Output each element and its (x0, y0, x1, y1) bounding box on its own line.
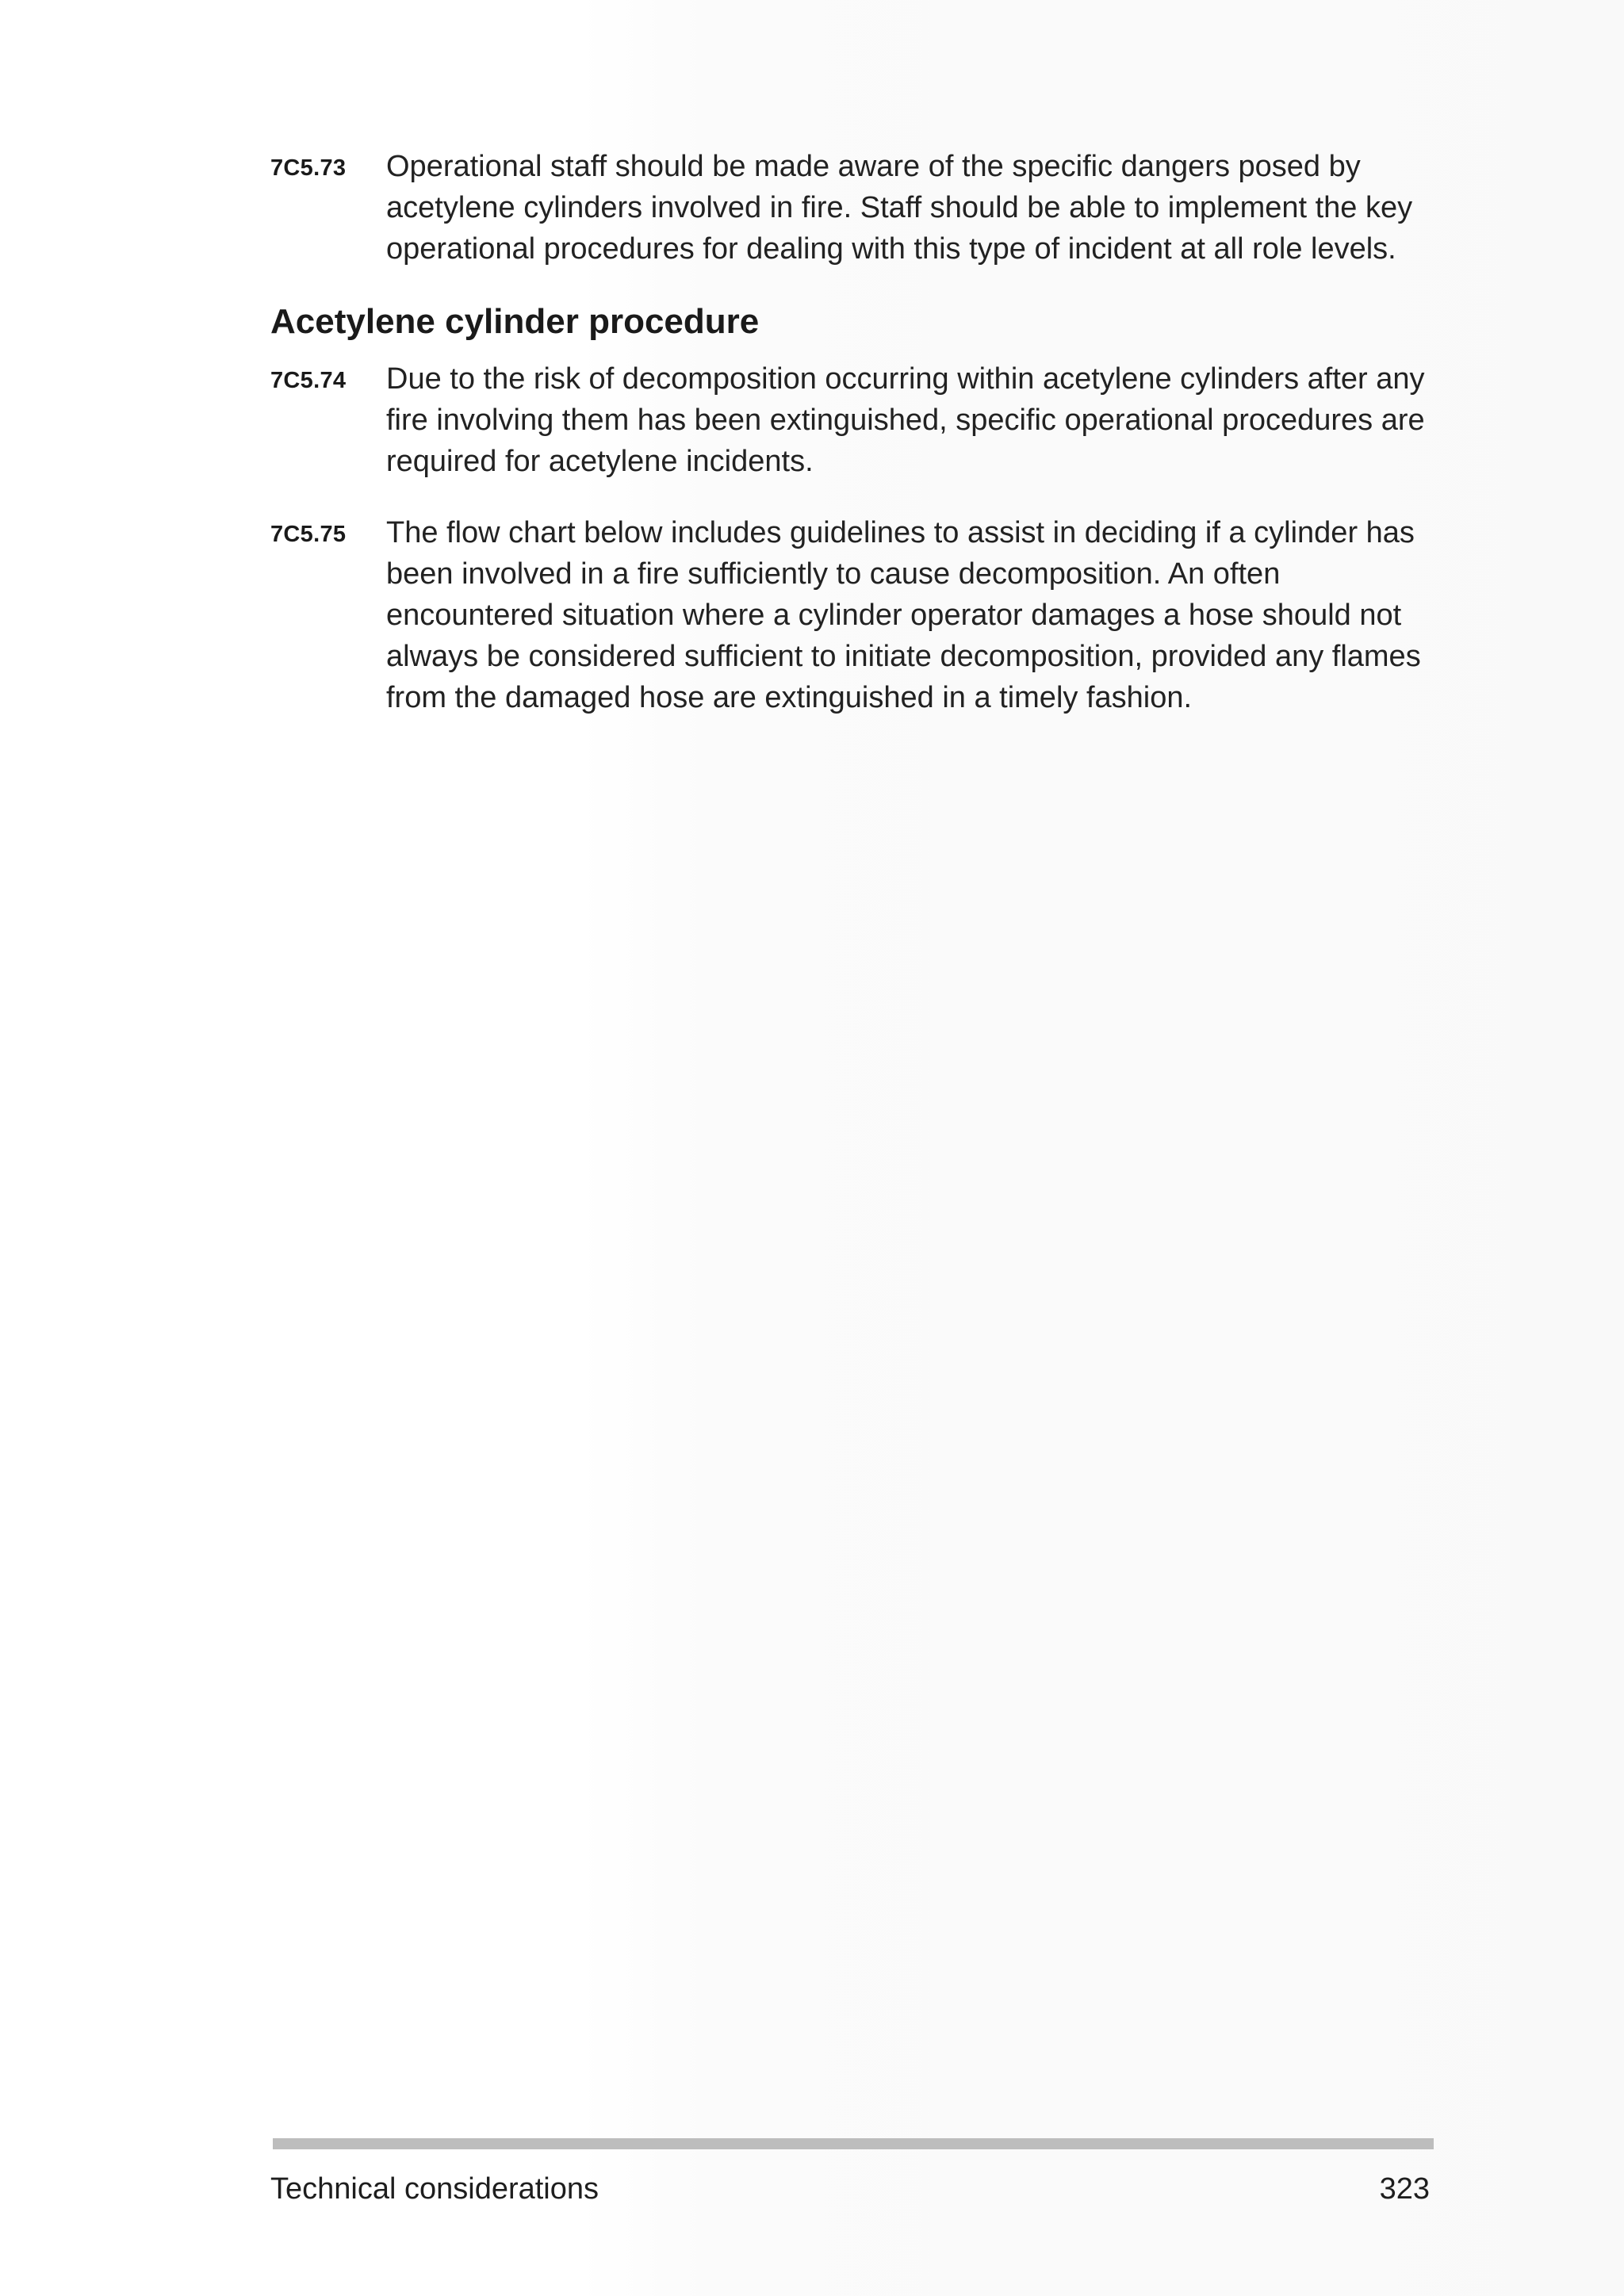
paragraph-7c5-74 (270, 358, 1436, 482)
paragraph-text: Operational staff should be made aware of the specific dangers posed by acetylene cylinders involved in fire. Staff should be able to implement the key operational procedures for dealing with this type of incident at all role levels. (386, 150, 1413, 266)
paragraph-text: Due to the risk of decomposition occurring within acetylene cylinders after any fire involving them has been extinguished, specific operational procedures are required for acetylene incidents. (386, 362, 1425, 478)
paragraph-number: 7C5.74 (270, 368, 347, 393)
section-heading: Acetylene cylinder procedure (270, 302, 760, 341)
footer-divider (273, 2138, 1434, 2149)
footer-section-title: Technical considerations (270, 2172, 599, 2206)
paragraph-text: The flow chart below includes guidelines to assist in deciding if a cylinder has been involved in a fire sufficiently to cause decomposition. An often encountered situation where a cylinder operator damages a hose should not always be considered sufficient to initiate decomposition, provided any flames from the damaged hose are extinguished in a timely fashion. (386, 516, 1421, 714)
paragraph-number: 7C5.73 (270, 155, 347, 181)
paragraph-7c5-73 (270, 146, 1436, 270)
paragraph-7c5-75 (270, 512, 1436, 718)
page-number: 323 (1379, 2172, 1430, 2206)
document-body (270, 146, 1436, 748)
paragraph-number: 7C5.75 (270, 522, 347, 547)
